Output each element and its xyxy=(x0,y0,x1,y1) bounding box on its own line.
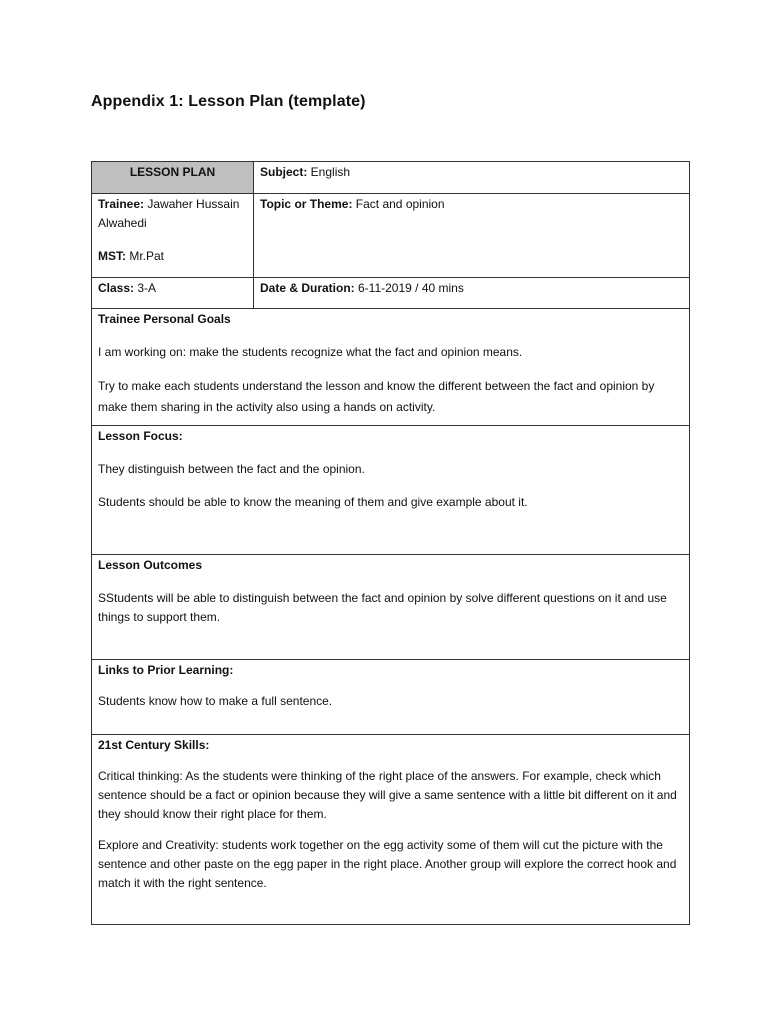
trainee-cell xyxy=(92,194,254,278)
outcomes-paragraph-1: SStudents will be able to distinguish between the fact and opinion by solve different questions on it and use things to support them. xyxy=(98,591,667,624)
focus-paragraph-2: Students should be able to know the meaning of them and give example about it. xyxy=(98,495,528,509)
mst-value: Mr.Pat xyxy=(126,249,165,263)
page-heading: Appendix 1: Lesson Plan (template) xyxy=(91,93,366,110)
mst-label: MST: xyxy=(98,249,126,263)
goals-title: Trainee Personal Goals xyxy=(98,312,231,326)
outcomes-row xyxy=(92,555,690,660)
subject-label: Subject: xyxy=(260,165,308,179)
date-label: Date & Duration: xyxy=(260,281,355,295)
subject-value: English xyxy=(307,165,351,179)
topic-value: Fact and opinion xyxy=(352,197,445,211)
prior-learning-cell xyxy=(92,660,690,735)
prior-learning-title: Links to Prior Learning: xyxy=(98,663,234,677)
topic-cell xyxy=(254,194,690,278)
date-duration-cell xyxy=(254,278,690,309)
lesson-plan-table xyxy=(91,161,690,925)
lesson-plan-title: LESSON PLAN xyxy=(129,165,216,179)
class-date-row xyxy=(92,278,690,309)
header-row xyxy=(92,162,690,194)
trainee-line xyxy=(98,195,247,233)
prior-learning-paragraph-1: Students know how to make a full sentence. xyxy=(98,694,333,708)
class-label: Class: xyxy=(98,281,135,295)
trainee-value: Jawaher Hussain Alwahedi xyxy=(98,197,240,230)
skills-row xyxy=(92,735,690,925)
lesson-plan-header-cell xyxy=(92,162,254,194)
subject-cell xyxy=(254,162,690,194)
class-cell xyxy=(92,278,254,309)
skills-paragraph-2: Explore and Creativity: students work together on the egg activity some of them will cut the picture with the sentence and other paste on the egg paper in the right place. Another group will explore the correct hook and match it with the right sentence. xyxy=(98,838,677,890)
class-value: 3-A xyxy=(134,281,157,295)
skills-paragraph-1: Critical thinking: As the students were thinking of the right place of the answers. For example, check which sentence should be a fact or opinion because they will give a same sentence with a little bit different on it and they should know their right place for them. xyxy=(98,769,677,821)
skills-title: 21st Century Skills: xyxy=(98,738,210,752)
mst-line xyxy=(98,247,247,266)
focus-cell xyxy=(92,426,690,555)
skills-cell xyxy=(92,735,690,925)
goals-cell xyxy=(92,309,690,426)
outcomes-cell xyxy=(92,555,690,660)
focus-row xyxy=(92,426,690,555)
goals-paragraph-2: Try to make each students understand the lesson and know the different between the fact and opinion by make them sharing in the activity also using a hands on activity. xyxy=(98,379,655,414)
focus-title: Lesson Focus: xyxy=(98,429,183,443)
goals-row xyxy=(92,309,690,426)
date-value: 6-11-2019 / 40 mins xyxy=(354,281,464,295)
trainee-topic-row xyxy=(92,194,690,278)
outcomes-title: Lesson Outcomes xyxy=(98,558,203,572)
topic-label: Topic or Theme: xyxy=(260,197,353,211)
prior-learning-row xyxy=(92,660,690,735)
trainee-label: Trainee: xyxy=(98,197,145,211)
goals-paragraph-1: I am working on: make the students recognize what the fact and opinion means. xyxy=(98,345,523,359)
focus-paragraph-1: They distinguish between the fact and the opinion. xyxy=(98,462,365,476)
